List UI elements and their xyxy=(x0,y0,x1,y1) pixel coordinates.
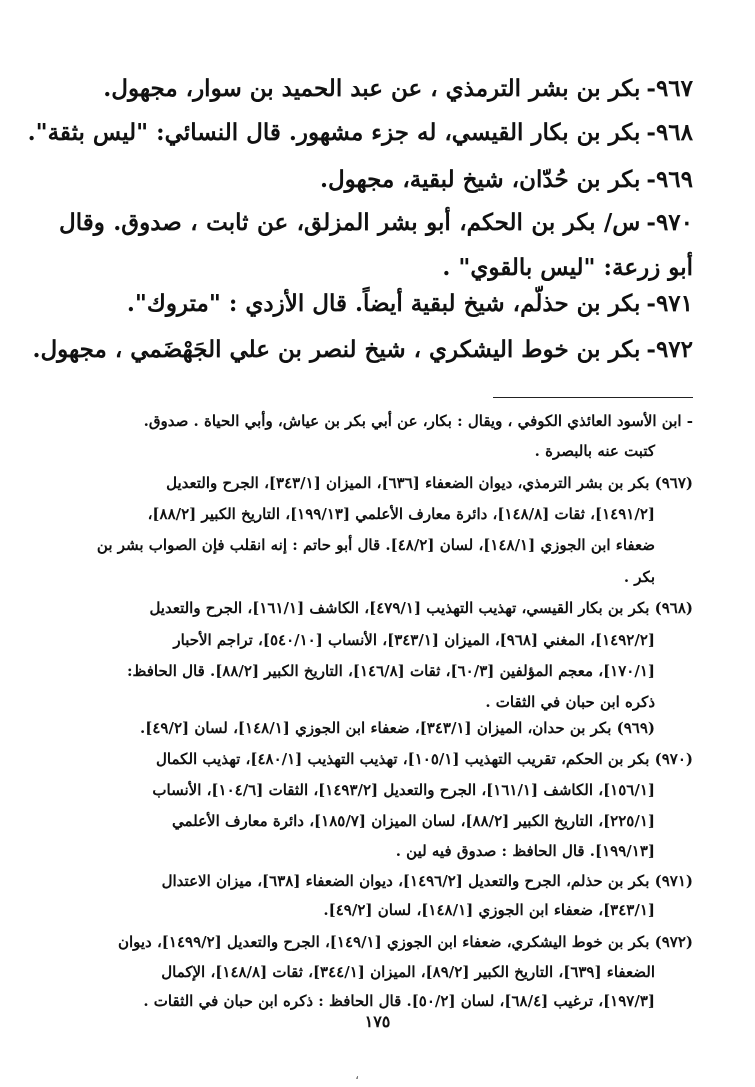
entry-text: بكر بن حذلّم، شيخ لبقية أيضاً. قال الأزدي : "متروك". xyxy=(126,290,641,317)
footnote-line-text: [١٩٧/٣]، ترغيب [٦٨/٤]، لسان [٥٠/٢]. قال الحافظ : ذكره ابن حبان في الثقات . xyxy=(143,992,655,1010)
footnote-line xyxy=(59,562,693,592)
footnote-line-text: [١٧٠/١]، معجم المؤلفين [٦٠/٣]، ثقات [١٤٦/٨]، التاريخ الكبير [٨٨/٢]. قال الحافظ: xyxy=(126,662,655,680)
footnote-line: - ابن الأسود العائذي الكوفي ، ويقال : بكار، عن أبي بكر بن عياش، وأبي الحياة . صدوق. xyxy=(143,412,693,430)
footnote-line-text: كتبت عنه بالبصرة . xyxy=(534,442,655,460)
footnote-line xyxy=(59,957,693,987)
entry-972 xyxy=(32,327,693,372)
footnote-line xyxy=(59,625,693,655)
footnote-line-text: [٢٢٥/١]، التاريخ الكبير [٨٨/٢]، لسان الميزان [١٨٥/٧]، دائرة معارف الأعلمي xyxy=(171,812,655,830)
footnote-line: (٩٧٠) بكر بن الحكم، تقريب التهذيب [١٠٥/١]، تهذيب التهذيب [٤٨٠/١]، تهذيب الكمال xyxy=(156,750,693,768)
footnote-line xyxy=(59,530,693,560)
footnote-line-text: [٣٤٣/١]، ضعفاء ابن الجوزي [١٤٨/١]، لسان [٤٩/٢]. xyxy=(323,901,655,919)
footnote-line xyxy=(59,806,693,836)
footnote-line: (٩٧١) بكر بن حذلم، الجرح والتعديل [١٤٩٦/٢]، ديوان الضعفاء [٦٣٨]، ميزان الاعتدال xyxy=(161,872,693,890)
entry-text: بكر بن خوط اليشكري ، شيخ لنصر بن علي الجَهْضَمي ، مجهول. xyxy=(32,336,641,363)
footnote-divider xyxy=(493,397,693,398)
footnote-line-text: ذكره ابن حبان في الثقات . xyxy=(485,693,655,711)
footnote-line-text: [١٤٩١/٢]، ثقات [١٤٨/٨]، دائرة معارف الأعلمي [١٩٩/١٣]، التاريخ الكبير [٨٨/٢]، xyxy=(147,505,655,523)
entry-text: بكر بن بشر الترمذي ، عن عبد الحميد بن سوار، مجهول. xyxy=(103,75,641,102)
entry-number: ٩٧٢- xyxy=(646,336,693,363)
entry-number: ٩٧١- xyxy=(646,290,693,317)
footnote-line-text: الضعفاء [٦٣٩]، التاريخ الكبير [٨٩/٢]، الميزان [٣٤٤/١]، ثقات [١٤٨/٨]، الإكمال xyxy=(161,963,655,981)
entry-number: ٩٦٨- xyxy=(646,119,693,146)
footnote-line xyxy=(59,836,693,866)
entry-number: ٩٧٠- xyxy=(646,209,693,236)
entry-number: ٩٦٩- xyxy=(646,166,693,193)
footnote-line: (٩٦٧) بكر بن بشر الترمذي، ديوان الضعفاء [٦٣٦]، الميزان [٣٤٣/١]، الجرح والتعديل xyxy=(166,474,693,492)
footnote-line: (٩٦٨) بكر بن بكار القيسي، تهذيب التهذيب [٤٧٩/١]، الكاشف [١٦١/١]، الجرح والتعديل xyxy=(149,599,693,617)
entry-number: ٩٦٧- xyxy=(646,75,693,102)
entry-967 xyxy=(59,66,693,111)
footnote-line xyxy=(59,895,693,925)
footnote-line-text: [١٥٦/١]، الكاشف [١٦١/١]، الجرح والتعديل [١٤٩٣/٢]، الثقات [١٠٤/٦]، الأنساب xyxy=(152,781,655,799)
entry-text: س/ بكر بن الحكم، أبو بشر المزلق، عن ثابت ، صدوق. وقال أبو زرعة: "ليس بالقوي" . xyxy=(59,209,693,281)
footnote-line-text: (٩٦٩) بكر بن حدان، الميزان [٣٤٣/١]، ضعفاء ابن الجوزي [١٤٨/١]، لسان [٤٩/٢]. xyxy=(140,719,655,737)
entry-968 xyxy=(27,110,693,155)
entry-971 xyxy=(59,281,693,326)
bottom-mark: ، xyxy=(355,1068,359,1082)
entry-text: بكر بن بكار القيسي، له جزء مشهور. قال النسائي: "ليس بثقة". xyxy=(27,119,641,146)
footnote-line xyxy=(59,656,693,686)
footnote-line-text: ضعفاء ابن الجوزي [١٤٨/١]، لسان [٤٨/٢]. قال أبو حاتم : إنه انقلب فإن الصواب بشر بن xyxy=(96,536,655,554)
footnote-line xyxy=(59,775,693,805)
entry-970 xyxy=(59,200,693,290)
footnote-line-text: [١٩٩/١٣]. قال الحافظ : صدوق فيه لين . xyxy=(395,842,655,860)
footnote-line xyxy=(59,713,693,743)
page-number: ١٧٥ xyxy=(364,1012,391,1031)
entry-text: بكر بن حُدّان، شيخ لبقية، مجهول. xyxy=(319,166,641,193)
footnote-line xyxy=(59,499,693,529)
footnote-line: (٩٧٢) بكر بن خوط اليشكري، ضعفاء ابن الجوزي [١٤٩/١]، الجرح والتعديل [١٤٩٩/٢]، ديوان xyxy=(117,933,693,951)
footnote-line-text: بكر . xyxy=(623,568,655,586)
footnote-line-text: [١٤٩٢/٢]، المغني [٩٦٨]، الميزان [٣٤٣/١]، الأنساب [٥٤٠/١٠]، تراجم الأحبار xyxy=(173,631,655,649)
footnote-line xyxy=(59,436,693,466)
entry-969 xyxy=(59,157,693,202)
